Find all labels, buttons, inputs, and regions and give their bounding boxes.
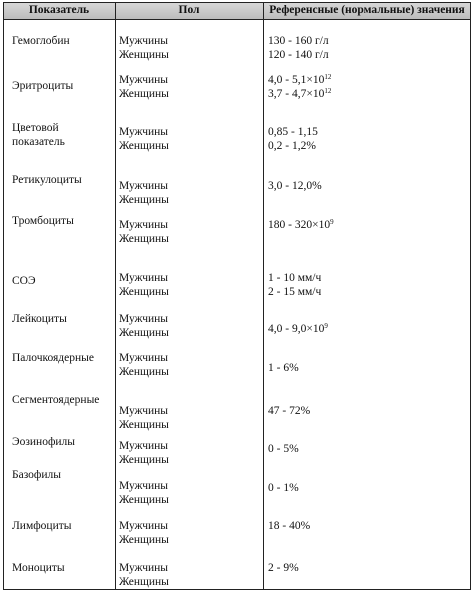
reference-value xyxy=(268,286,321,300)
sex-cell xyxy=(119,126,169,153)
indicator-name-line: Моноциты xyxy=(12,562,65,574)
reference-value-cell xyxy=(268,180,322,194)
sex-cell xyxy=(119,180,169,207)
sex-label: Женщины xyxy=(119,87,169,100)
reference-value xyxy=(268,482,299,496)
sex-label: Мужчины xyxy=(119,126,169,138)
sex-label: Женщины xyxy=(119,533,169,546)
sex-label: Женщины xyxy=(119,493,169,506)
reference-value-text: 2 - 9% xyxy=(268,562,299,574)
reference-value-text: 0 - 1% xyxy=(268,482,299,494)
reference-value-cell xyxy=(268,562,299,576)
indicator-name xyxy=(12,352,112,366)
indicator-name xyxy=(12,436,112,450)
sex-label: Мужчины xyxy=(119,440,169,452)
reference-value-text: 0,2 - 1,2% xyxy=(268,139,316,152)
sex-label: Женщины xyxy=(119,326,169,339)
sex-label: Мужчины xyxy=(119,35,169,47)
sex-label: Мужчины xyxy=(119,352,169,364)
reference-value-text: 0,85 - 1,15 xyxy=(268,126,318,138)
reference-value xyxy=(268,140,318,154)
exponent: 9 xyxy=(324,322,328,330)
reference-value-text: 0 - 5% xyxy=(268,443,299,455)
sex-label: Женщины xyxy=(119,139,169,152)
indicator-name-line: Лимфоциты xyxy=(12,520,72,532)
reference-value-text: 4,0 - 9,0×10 xyxy=(268,323,325,335)
sex-label: Мужчины xyxy=(119,272,169,284)
reference-value-text: 3,7 - 4,7×10 xyxy=(268,87,325,100)
reference-table xyxy=(3,2,471,590)
reference-value xyxy=(268,49,329,63)
exponent: 12 xyxy=(324,86,332,95)
reference-value xyxy=(268,562,299,576)
indicator-name xyxy=(12,174,112,188)
reference-value xyxy=(268,405,310,419)
reference-value xyxy=(268,362,299,376)
sex-label: Мужчины xyxy=(119,74,169,86)
indicator-name xyxy=(12,394,112,408)
reference-value-text: 120 - 140 г/л xyxy=(268,48,329,61)
sex-label: Мужчины xyxy=(119,180,169,192)
reference-value-cell xyxy=(268,520,310,534)
sex-label: Мужчины xyxy=(119,219,169,231)
exponent: 9 xyxy=(330,218,334,226)
reference-value xyxy=(268,520,310,534)
reference-value-cell xyxy=(268,362,299,376)
sex-label: Женщины xyxy=(119,193,169,206)
indicator-name-line: Тромбоциты xyxy=(12,215,74,227)
sex-label: Мужчины xyxy=(119,480,169,492)
indicator-name-line: Эритроциты xyxy=(12,80,74,92)
sex-label: Женщины xyxy=(119,418,169,431)
indicator-name xyxy=(12,275,112,289)
sex-label: Мужчины xyxy=(119,562,169,574)
reference-value xyxy=(268,323,328,337)
header-reference: Референсные (нормальные) значения xyxy=(269,4,465,16)
indicator-name-line: Базофилы xyxy=(12,469,62,481)
reference-value-cell xyxy=(268,74,331,101)
reference-value-cell xyxy=(268,482,299,496)
indicator-name-line: Палочкоядерные xyxy=(12,352,94,364)
header-indicator: Показатель xyxy=(28,4,90,16)
reference-value xyxy=(268,35,329,49)
reference-value xyxy=(268,126,318,140)
exponent: 12 xyxy=(324,73,332,81)
reference-value-text: 180 - 320×10 xyxy=(268,219,331,231)
indicator-name-line: Сегментоядерные xyxy=(12,394,100,406)
reference-value-cell xyxy=(268,405,310,419)
sex-cell xyxy=(119,352,169,379)
sex-cell xyxy=(119,440,169,467)
indicator-name xyxy=(12,122,112,149)
sex-label: Женщины xyxy=(119,232,169,245)
sex-cell xyxy=(119,74,169,101)
reference-value-cell xyxy=(268,126,318,153)
sex-cell xyxy=(119,272,169,299)
sex-label: Женщины xyxy=(119,575,169,588)
reference-value-text: 2 - 15 мм/ч xyxy=(268,285,322,298)
reference-value-text: 3,0 - 12,0% xyxy=(268,180,322,192)
indicator-name xyxy=(12,35,112,49)
reference-value-cell xyxy=(268,272,321,299)
sex-label: Женщины xyxy=(119,453,169,466)
sex-cell xyxy=(119,562,169,589)
sex-label: Мужчины xyxy=(119,313,169,325)
sex-cell xyxy=(119,313,169,340)
reference-value xyxy=(268,272,321,286)
sex-label: Женщины xyxy=(119,365,169,378)
reference-value xyxy=(268,88,331,102)
sex-cell xyxy=(119,405,169,432)
reference-value-text: 47 - 72% xyxy=(268,405,311,417)
indicator-name xyxy=(12,562,112,576)
reference-value-text: 130 - 160 г/л xyxy=(268,35,329,47)
reference-value xyxy=(268,443,299,457)
reference-value-text: 1 - 6% xyxy=(268,362,299,374)
indicator-name-line: Ретикулоциты xyxy=(12,174,82,186)
indicator-name xyxy=(12,520,112,534)
reference-value-text: 4,0 - 5,1×10 xyxy=(268,74,325,86)
indicator-name-line: СОЭ xyxy=(12,275,36,287)
reference-value xyxy=(268,180,322,194)
indicator-name-line: Эозинофилы xyxy=(12,436,76,448)
sex-cell xyxy=(119,219,169,246)
indicator-name xyxy=(12,80,112,94)
indicator-name-line: Гемоглобин xyxy=(12,35,70,47)
indicator-name-line: Цветовой xyxy=(12,122,59,134)
sex-cell xyxy=(119,520,169,547)
indicator-name-line: Лейкоциты xyxy=(12,313,67,325)
sex-label: Женщины xyxy=(119,285,169,298)
reference-value-cell xyxy=(268,219,334,233)
reference-value-cell xyxy=(268,35,329,62)
header-sex: Пол xyxy=(178,4,200,16)
reference-value xyxy=(268,219,334,233)
sex-cell xyxy=(119,480,169,507)
sex-label: Мужчины xyxy=(119,405,169,417)
sex-label: Мужчины xyxy=(119,520,169,532)
reference-value-cell xyxy=(268,443,299,457)
sex-cell xyxy=(119,35,169,62)
indicator-name xyxy=(12,215,112,229)
reference-value-text: 18 - 40% xyxy=(268,520,311,532)
reference-value-cell xyxy=(268,323,328,337)
indicator-name-line: показатель xyxy=(12,135,65,148)
reference-value-text: 1 - 10 мм/ч xyxy=(268,272,322,284)
indicator-name xyxy=(12,313,112,327)
indicator-name xyxy=(12,469,112,483)
sex-label: Женщины xyxy=(119,48,169,61)
reference-value xyxy=(268,74,331,88)
